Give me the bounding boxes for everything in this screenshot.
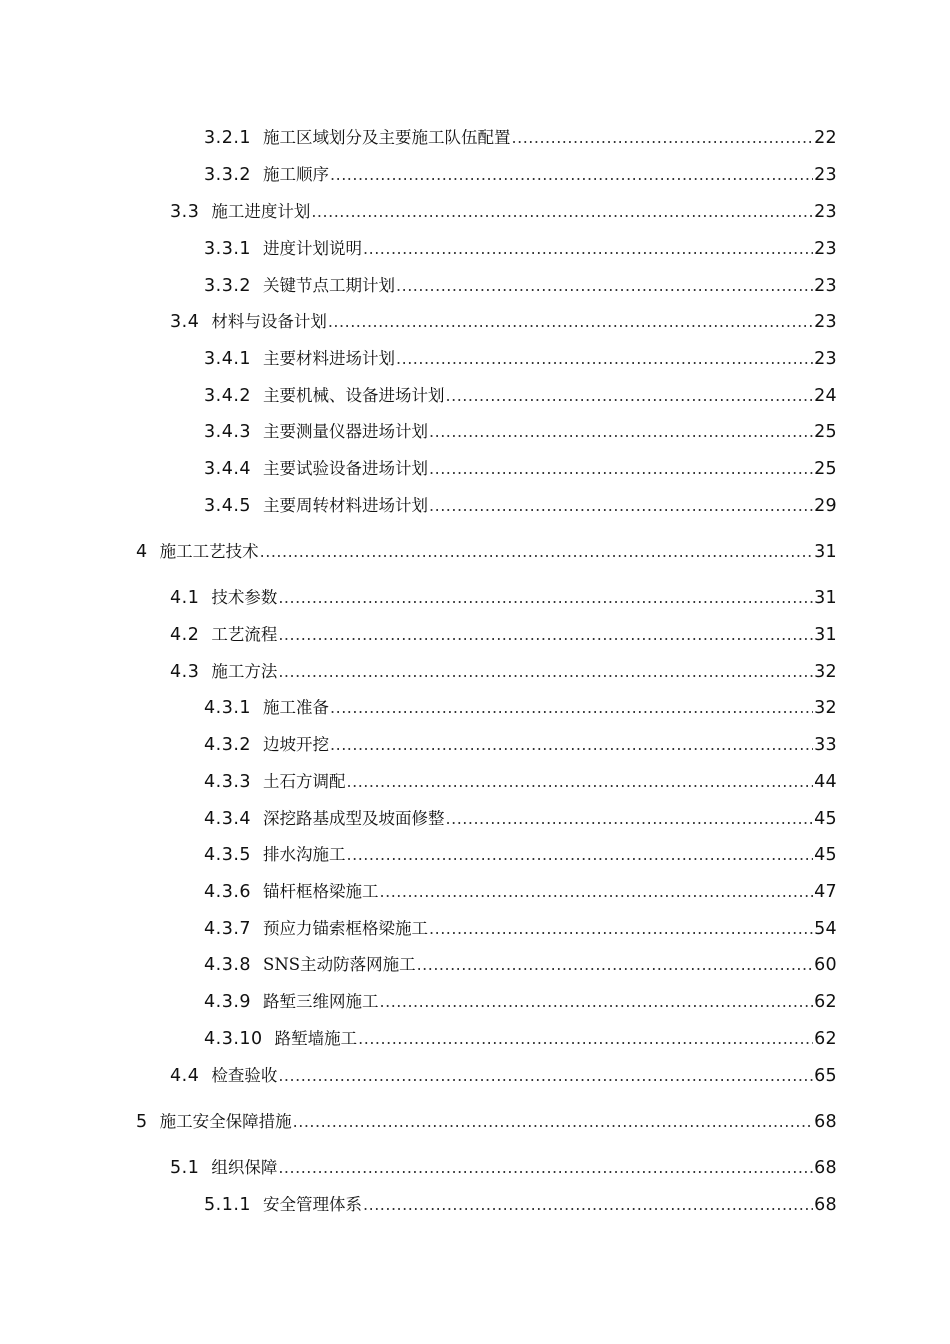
toc-entry-number: 3.4.1: [204, 349, 252, 369]
toc-entry-number: 5.1.1: [204, 1195, 252, 1215]
toc-entry[interactable]: [204, 384, 837, 408]
toc-entry[interactable]: [204, 843, 837, 867]
toc-dot-leader: [512, 126, 814, 150]
toc-entry-page-number: 23: [814, 202, 837, 222]
toc-entry-number: 4.3.1: [204, 698, 252, 718]
toc-entry-number: 3.4.4: [204, 459, 252, 479]
toc-entry-page-number: 54: [814, 919, 837, 939]
toc-entry-page-number: 32: [814, 662, 837, 682]
toc-dot-leader: [417, 953, 814, 977]
toc-entry-title: 施工安全保障措施: [159, 1112, 292, 1131]
toc-entry[interactable]: [204, 807, 837, 831]
toc-entry-number: 4.3.3: [204, 772, 252, 792]
toc-dot-leader: [446, 807, 814, 831]
toc-entry-number: 3.4.2: [204, 386, 252, 406]
toc-dot-leader: [311, 200, 813, 224]
toc-dot-leader: [396, 274, 813, 298]
toc-entry-page-number: 60: [814, 955, 837, 975]
toc-dot-leader: [429, 457, 813, 481]
toc-entry-title: 路堑墙施工: [274, 1029, 358, 1048]
toc-entry-page-number: 24: [814, 386, 837, 406]
toc-dot-leader: [358, 1027, 813, 1051]
toc-entry[interactable]: [170, 1064, 837, 1088]
toc-entry-number: 4.3.10: [204, 1029, 263, 1049]
toc-entry-page-number: 33: [814, 735, 837, 755]
toc-dot-leader: [278, 660, 813, 684]
toc-entry-number: 4.1: [170, 588, 200, 608]
toc-entry-title: 锚杆框格梁施工: [263, 882, 379, 901]
toc-entry[interactable]: [204, 347, 837, 371]
toc-entry-number: 3.3.2: [204, 165, 252, 185]
toc-dot-leader: [380, 990, 814, 1014]
toc-entry-page-number: 31: [814, 542, 837, 562]
toc-entry-number: 4.3: [170, 662, 200, 682]
toc-entry-page-number: 68: [814, 1195, 837, 1215]
toc-dot-leader: [396, 347, 813, 371]
toc-entry-number: 3.4.3: [204, 422, 252, 442]
toc-entry[interactable]: [204, 953, 837, 977]
toc-entry-title: 进度计划说明: [263, 239, 363, 258]
toc-entry-title: 施工工艺技术: [159, 542, 259, 561]
toc-dot-leader: [429, 917, 813, 941]
toc-entry-page-number: 23: [814, 239, 837, 259]
toc-entry[interactable]: [204, 770, 837, 794]
toc-entry-title: 主要机械、设备进场计划: [263, 386, 445, 405]
toc-entry-page-number: 23: [814, 349, 837, 369]
toc-entry[interactable]: [204, 163, 837, 187]
toc-dot-leader: [347, 843, 814, 867]
toc-dot-leader: [380, 880, 814, 904]
toc-entry-number: 4.3.7: [204, 919, 252, 939]
toc-entry-page-number: 22: [814, 128, 837, 148]
toc-entry-number: 4.2: [170, 625, 200, 645]
toc-entry-page-number: 23: [814, 165, 837, 185]
toc-entry-title: 施工准备: [263, 698, 330, 717]
toc-entry[interactable]: [204, 1193, 837, 1217]
toc-entry-page-number: 45: [814, 809, 837, 829]
toc-entry-page-number: 23: [814, 276, 837, 296]
toc-dot-leader: [363, 237, 813, 261]
toc-entry-number: 3.4.5: [204, 496, 252, 516]
toc-entry-page-number: 31: [814, 588, 837, 608]
toc-entry[interactable]: [170, 623, 837, 647]
toc-dot-leader: [278, 1156, 813, 1180]
toc-entry[interactable]: [204, 696, 837, 720]
toc-dot-leader: [293, 1110, 813, 1134]
toc-entry[interactable]: [136, 1110, 837, 1134]
toc-entry-title: 技术参数: [211, 588, 278, 607]
toc-entry-title: 关键节点工期计划: [263, 276, 396, 295]
toc-entry-title: 深挖路基成型及坡面修整: [263, 809, 445, 828]
toc-entry-number: 3.3.1: [204, 239, 252, 259]
toc-entry-title: 预应力锚索框格梁施工: [263, 919, 429, 938]
toc-entry-page-number: 47: [814, 882, 837, 902]
toc-entry-title: 材料与设备计划: [211, 312, 327, 331]
toc-entry-page-number: 29: [814, 496, 837, 516]
toc-entry[interactable]: [204, 917, 837, 941]
toc-dot-leader: [446, 384, 814, 408]
toc-entry-number: 3.3.2: [204, 276, 252, 296]
toc-entry-title: 主要材料进场计划: [263, 349, 396, 368]
toc-entry-number: 4.3.4: [204, 809, 252, 829]
toc-dot-leader: [328, 310, 813, 334]
toc-entry-title: 组织保障: [211, 1158, 278, 1177]
toc-entry-page-number: 45: [814, 845, 837, 865]
toc-entry-page-number: 31: [814, 625, 837, 645]
toc-entry[interactable]: [204, 126, 837, 150]
toc-entry-page-number: 23: [814, 312, 837, 332]
toc-entry[interactable]: [170, 200, 837, 224]
toc-entry[interactable]: [204, 990, 837, 1014]
toc-entry-page-number: 68: [814, 1112, 837, 1132]
toc-entry-title: 边坡开挖: [263, 735, 330, 754]
toc-entry-page-number: 65: [814, 1066, 837, 1086]
toc-entry[interactable]: [204, 1027, 837, 1051]
toc-dot-leader: [278, 1064, 813, 1088]
toc-dot-leader: [429, 494, 813, 518]
toc-entry-title: 主要周转材料进场计划: [263, 496, 429, 515]
toc-entry-title: 检查验收: [211, 1066, 278, 1085]
toc-entry[interactable]: [204, 457, 837, 481]
toc-entry-page-number: 25: [814, 459, 837, 479]
toc-dot-leader: [278, 623, 813, 647]
toc-entry-number: 4.3.6: [204, 882, 252, 902]
toc-dot-leader: [330, 733, 813, 757]
toc-entry-number: 3.2.1: [204, 128, 252, 148]
toc-entry-page-number: 32: [814, 698, 837, 718]
toc-entry[interactable]: [204, 237, 837, 261]
toc-entry-page-number: 62: [814, 1029, 837, 1049]
toc-dot-leader: [330, 163, 813, 187]
toc-entry-title: 工艺流程: [211, 625, 278, 644]
toc-entry-title: 施工进度计划: [211, 202, 311, 221]
toc-entry-title: 施工方法: [211, 662, 278, 681]
toc-entry[interactable]: [204, 494, 837, 518]
toc-entry-page-number: 25: [814, 422, 837, 442]
toc-entry-number: 4.3.2: [204, 735, 252, 755]
toc-dot-leader: [347, 770, 814, 794]
toc-entry[interactable]: [204, 420, 837, 444]
toc-entry-number: 4.4: [170, 1066, 200, 1086]
toc-entry-number: 4.3.5: [204, 845, 252, 865]
toc-entry-number: 4.3.9: [204, 992, 252, 1012]
toc-entry-page-number: 68: [814, 1158, 837, 1178]
toc-entry-title: 路堑三维网施工: [263, 992, 379, 1011]
toc-entry-title: 施工区域划分及主要施工队伍配置: [263, 128, 511, 147]
toc-entry[interactable]: [170, 1156, 837, 1180]
toc-entry-title: 土石方调配: [263, 772, 346, 791]
toc-dot-leader: [330, 696, 813, 720]
toc-entry[interactable]: [170, 660, 837, 684]
toc-entry-title: 主要试验设备进场计划: [263, 459, 429, 478]
toc-dot-leader: [363, 1193, 813, 1217]
toc-entry-title: SNS主动防落网施工: [263, 955, 416, 974]
toc-entry-number: 3.3: [170, 202, 200, 222]
toc-entry[interactable]: [204, 880, 837, 904]
toc-entry-title: 安全管理体系: [263, 1195, 363, 1214]
toc-entry[interactable]: [170, 310, 837, 334]
toc-entry-number: 4.3.8: [204, 955, 252, 975]
toc-entry-number: 3.4: [170, 312, 200, 332]
toc-entry-title: 排水沟施工: [263, 845, 346, 864]
toc-entry[interactable]: [136, 540, 837, 564]
toc-entry[interactable]: [204, 274, 837, 298]
toc-dot-leader: [260, 540, 813, 564]
toc-entry-number: 5.1: [170, 1158, 200, 1178]
toc-entry-page-number: 44: [814, 772, 837, 792]
toc-dot-leader: [278, 586, 813, 610]
toc-entry[interactable]: [170, 586, 837, 610]
toc-dot-leader: [429, 420, 813, 444]
toc-entry[interactable]: [204, 733, 837, 757]
toc-entry-title: 施工顺序: [263, 165, 330, 184]
toc-entry-number: 4: [136, 542, 148, 562]
toc-entry-title: 主要测量仪器进场计划: [263, 422, 429, 441]
toc-entry-number: 5: [136, 1112, 148, 1132]
toc-entry-page-number: 62: [814, 992, 837, 1012]
